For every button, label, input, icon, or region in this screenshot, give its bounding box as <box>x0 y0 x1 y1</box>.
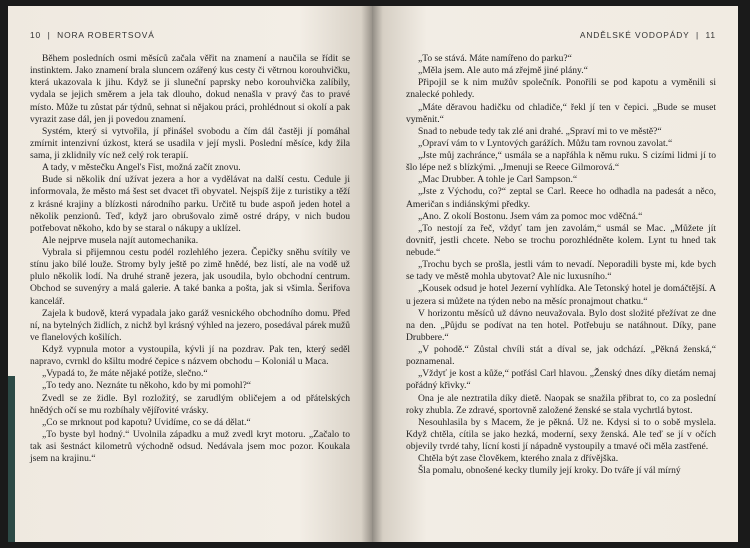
paragraph: „Jste můj zachránce,“ usmála se a napřáhla k němu ruku. S cizími lidmi jí to šlo lépe než s blízkými. „Jmenuji se Reece Gilmorová.“ <box>406 150 716 174</box>
paragraph: „Máte děravou hadičku od chladiče,“ řekl jí ten v čepici. „Bude se muset vyměnit.“ <box>406 101 716 125</box>
right-page-header <box>406 28 716 42</box>
left-page-body <box>30 53 350 465</box>
paragraph: Zajela k budově, která vypadala jako garáž vesnického obchodního domu. Před ní, na bytelných židlích, z nichž byl krásný výhled na jezero, posedával párek mužů ve flanelových košilích. <box>30 307 350 343</box>
page-number: 11 <box>705 30 716 40</box>
open-book <box>8 6 738 542</box>
paragraph: „Vždyť je kost a kůže,“ potřásl Carl hlavou. „Ženský dnes díky dietám nemaj pořádný křivky.“ <box>406 368 716 392</box>
paragraph: „Mac Drubber. A tohle je Carl Sampson.“ <box>418 174 578 186</box>
paragraph: „Opraví vám to v Lyntových garážích. Můžu tam rovnou zavolat.“ <box>418 137 673 149</box>
paragraph: „Měla jsem. Ale auto má zřejmě jiné plány.“ <box>418 65 588 77</box>
paragraph: Když vypnula motor a vystoupila, kývli jí na pozdrav. Pak ten, který seděl napravo, cvrnkl do kšiltu modré čepice s názvem obchodu – Koloniál u Maca. <box>30 344 350 368</box>
paragraph: „Co se mrknout pod kapotu? Uvidíme, co se dá dělat.“ <box>42 416 251 428</box>
paragraph: Nesouhlasila by s Macem, že je pěkná. Už ne. Kdysi si to o sobě myslela. Když chtěla, cítila se jako hezká, moderní, sexy ženská. Ale teď se jí v očích objevily tvrdé tahy, lícní kosti jí nápadně vystoupily a tmavé oči měla zastřené. <box>406 416 716 452</box>
right-page-body <box>406 53 716 477</box>
paragraph: „To tedy ano. Neznáte tu někoho, kdo by mi pomohl?“ <box>42 380 252 392</box>
left-page-header <box>30 28 350 42</box>
paragraph: Systém, který si vytvořila, jí přinášel svobodu a čím dál častěji jí pomáhal zmírnit intenzivní úzkost, která se usadila v její mysli. Poslední měsíce, kdy žila sama, ji zklidnily víc než celý rok terapií. <box>30 125 350 161</box>
paragraph: „Ano. Z okolí Bostonu. Jsem vám za pomoc moc vděčná.“ <box>418 210 643 222</box>
paragraph: Snad to nebude tedy tak zlé ani drahé. „Spraví mi to ve městě?“ <box>418 125 662 137</box>
header-separator: | <box>692 30 703 40</box>
right-page <box>372 6 738 542</box>
page-number: 10 <box>30 30 42 40</box>
header-separator: | <box>44 30 54 40</box>
left-page <box>8 6 372 542</box>
paragraph: „Trochu bych se prošla, jestli vám to nevadí. Neporadili byste mi, kde bych se tady ve městě mohla ubytovat? Ale nic luxusního.“ <box>406 259 716 283</box>
paragraph: Zvedl se ze židle. Byl rozložitý, se zarudlým obličejem a od přátelských hnědých očí se mu rozbíhaly vějířovité vrásky. <box>30 392 350 416</box>
paragraph: Bude si několik dní užívat jezera a hor a vydělávat na další cestu. Cedule ji informovala, že město má šest set dvacet tři obyvatel. Nejspíš žije z turistiky a těží z krásné krajiny a blízkosti národního parku. Určitě tu bude aspoň jeden hotel a několik penzionů. Teď, když jaro obrušovalo zimě ostré drápy, v nich budou potřebovat někoho, kdo by se staral o nákupy a uklízel. <box>30 174 350 234</box>
paragraph: Ale nejprve musela najít automechanika. <box>42 234 199 246</box>
running-head: NORA ROBERTSOVÁ <box>57 30 155 40</box>
paragraph: „Kousek odsud je hotel Jezerní vyhlídka. Ale Tetonský hotel je domáčtější. A u jezera si můžete na týden nebo na měsíc pronajmout chatku.“ <box>406 283 716 307</box>
book-edge-strip <box>8 376 15 542</box>
paragraph: V horizontu měsíců už dávno neuvažovala. Bylo dost složité přežívat ze dne na den. „Půjdu se podívat na ten hotel. Potřebuju se natáhnout. Díky, pane Drubbere.“ <box>406 307 716 343</box>
running-head: ANDĚLSKÉ VODOPÁDY <box>579 30 690 40</box>
paragraph: A tady, v městečku Angel's Fist, možná začít znovu. <box>42 162 241 174</box>
paragraph: „Jste z Východu, co?“ zeptal se Carl. Reece ho odhadla na padesát a něco, Američan s indiánskými předky. <box>406 186 716 210</box>
paragraph: Vybrala si přijemnou cestu podél rozlehlého jezera. Čepičky sněhu svítily ve stínu jako bílé louže. Stromy byly ještě po zimě hnědé, bez listí, ale na vodě už plulo několik lodí. Na druhé straně jezera, jak usoudila, bylo obchodní centrum. Obchod se suvenýry a malá galerie. A také banka a pošta, jak si všimla. Šerifova kancelář. <box>30 247 350 307</box>
paragraph: Šla pomalu, obnošené kecky tlumily její kroky. Do tváře jí vál mírný <box>418 465 681 477</box>
paragraph: „V pohodě.“ Zůstal chvíli stát a díval se, jak odchází. „Pěkná ženská,“ poznamenal. <box>406 344 716 368</box>
paragraph: „To byste byl hodný.“ Uvolnila západku a muž zvedl kryt motoru. „Začalo to tak asi šestnáct kilometrů východně odsud. Nedávala jsem moc pozor. Koukala jsem na krajinu.“ <box>30 428 350 465</box>
paragraph: Připojil se k nim mužův společník. Ponořili se pod kapotu a vyměnili si znalecké pohledy. <box>406 77 716 101</box>
paragraph: „Vypadá to, že máte nějaké potíže, slečno.“ <box>42 368 208 380</box>
paragraph: „To nestojí za řeč, vždyť tam jen zavolám,“ usmál se Mac. „Můžete jít dovnitř, jestli chcete. Nebo se trochu porozhlédněte kolem. Lynt tu hned tak nebude.“ <box>406 222 716 258</box>
paragraph: Během posledních osmi měsíců začala věřit na znamení a naučila se řídit se instinktem. Jako znamení brala sluncem ozářený kus cesty či větrnou korouhvičku, která ukazovala k jihu. Když se ji sluneční paprsky nebo korouhvička zalíbily, vydala se jejich směrem a jela tak dlouho, dokud nenašla v pravý čas to pravé místo. Může tu zůstat pár týdnů, sehnat si nějakou práci, prohlédnout si okolí a pak vyrazit zase dál, jen ji povedou znamení. <box>30 53 350 125</box>
paragraph: Chtěla být zase člověkem, kterého znala z dřívějška. <box>418 453 619 465</box>
paragraph: Ona je ale neztratila díky dietě. Naopak se snažila přibrat to, co za poslední roky zhubla. Ze zdravé, sportovně založené ženské se stala vychrtlá bytost. <box>406 392 716 416</box>
paragraph: „To se stává. Máte namířeno do parku?“ <box>418 53 572 64</box>
